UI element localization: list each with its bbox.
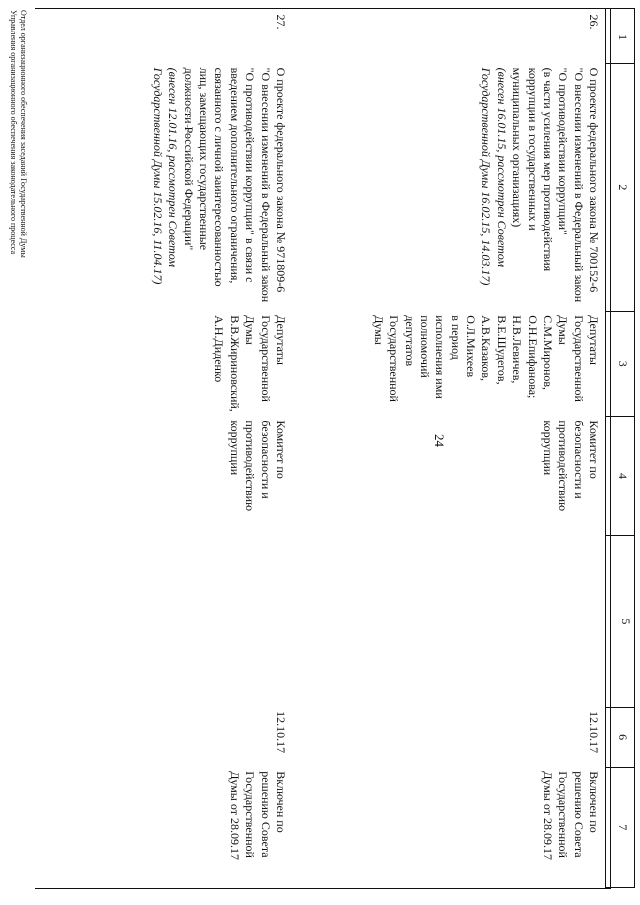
status-cell [35, 767, 292, 887]
table-right-border [35, 888, 611, 889]
author-line: Депутаты [587, 315, 602, 365]
bill-line: связанного с личной заинтересованностью [212, 67, 227, 287]
committee-line: противодействию [556, 420, 571, 512]
bill-note: (внесен 12.01.16, рассмотрен Советом [166, 67, 181, 267]
column-header-1: 1 [606, 9, 635, 64]
column-5-cell [35, 536, 292, 707]
author-line: Думы [556, 315, 571, 345]
scan-artifact-line [187, 78, 188, 138]
author-line: А.Н.Диденко [212, 315, 227, 383]
bill-note: Государственной Думы 15.02.16, 11.04.17) [151, 67, 166, 285]
status-line: Включен по [273, 771, 288, 833]
author-line: Государственной [387, 315, 402, 402]
author-line: Государственной [258, 315, 273, 402]
bill-line: "О внесении изменений в Федеральный закон [258, 67, 273, 303]
authors-cell [292, 311, 606, 416]
date-cell: 12.10.17 [273, 711, 288, 754]
status-line: Государственной [243, 771, 258, 858]
table-bottom-border [610, 8, 611, 888]
author-line: С.М.Миронов, [540, 315, 555, 391]
table-row [35, 9, 292, 888]
bill-cell [292, 64, 606, 312]
author-line: А.В.Казаков, [479, 315, 494, 381]
bill-line: "О противодействии коррупции" в связи с [243, 67, 258, 283]
committee-line: коррупции [540, 420, 555, 476]
author-line: О.Л.Михеев [464, 315, 479, 378]
column-header-5: 5 [606, 536, 635, 707]
status-line: Думы от 28.09.17 [540, 771, 555, 860]
author-line: Думы [243, 315, 258, 345]
committee-line: противодействию [243, 420, 258, 512]
author-line: Н.В.Левичев, [510, 315, 525, 384]
status-cell [292, 767, 606, 887]
bill-line: О проекте федерального закона № 700152-6 [587, 67, 602, 293]
status-line: Включен по [587, 771, 602, 833]
bill-line: (в части усиления мер противодействия [540, 67, 555, 272]
authors-cell [35, 311, 292, 416]
author-line: Государственной [571, 315, 586, 402]
bill-line: "О внесении изменений в Федеральный закон [571, 67, 586, 303]
bills-table [35, 8, 635, 888]
author-line: Думы [371, 315, 386, 345]
bill-line: лиц, замещающих государственные [197, 67, 212, 251]
bill-line: О проекте федерального закона № 971809-6 [273, 67, 288, 293]
footer-line: Управления организационного обеспечения законодательного процесса [9, 10, 19, 255]
column-header-6: 6 [606, 707, 635, 767]
committee-line: безопасности и [258, 420, 273, 499]
status-line: решению Совета [571, 771, 586, 858]
page-number: 24 [432, 434, 447, 447]
committee-line: безопасности и [571, 420, 586, 499]
committee-line: коррупции [227, 420, 242, 476]
column-5-cell [292, 536, 606, 707]
bill-line: муниципальных организациях) [510, 67, 525, 228]
column-header-7: 7 [606, 767, 635, 887]
bill-note: Государственной Думы 16.02.15, 14.03.17) [479, 67, 494, 286]
author-line: В.Е.Шудегов, [494, 315, 509, 385]
footer [9, 10, 28, 258]
author-line: В.В.Жириновский, [227, 315, 242, 412]
bill-cell [35, 64, 292, 312]
status-line: Государственной [556, 771, 571, 858]
bill-line: "О противодействии коррупции" [556, 67, 571, 235]
author-line: Депутаты [273, 315, 288, 365]
column-header-3: 3 [606, 311, 635, 416]
author-line: полномочий [418, 315, 433, 378]
bill-line: должности Российской Федерации" [181, 67, 196, 251]
committee-cell [292, 416, 606, 535]
committee-cell [35, 416, 292, 535]
status-line: решению Совета [258, 771, 273, 858]
committee-line: Комитет по [587, 420, 602, 479]
column-header-4: 4 [606, 416, 635, 535]
author-line: депутатов [402, 315, 417, 367]
status-line: Думы от 28.09.17 [227, 771, 242, 860]
date-cell: 12.10.17 [587, 711, 602, 754]
table-row [292, 9, 606, 888]
footer-line: Отдел организационного обеспечения заседаний Государственной Думы [19, 10, 28, 258]
author-line: исполнения ими [433, 315, 448, 399]
row-number: 27. [273, 14, 288, 30]
committee-line: Комитет по [273, 420, 288, 479]
author-line: О.Н.Епифанова; [525, 315, 540, 399]
table-left-border [35, 8, 611, 9]
bill-line: введением дополнительного ограничения, [227, 67, 242, 284]
bill-line: коррупции в государственных и [525, 67, 540, 231]
column-header-2: 2 [606, 64, 635, 312]
bill-note: (внесен 16.01.15, рассмотрен Советом [494, 67, 509, 267]
row-number: 26. [587, 14, 602, 30]
author-line: в период [448, 315, 463, 360]
